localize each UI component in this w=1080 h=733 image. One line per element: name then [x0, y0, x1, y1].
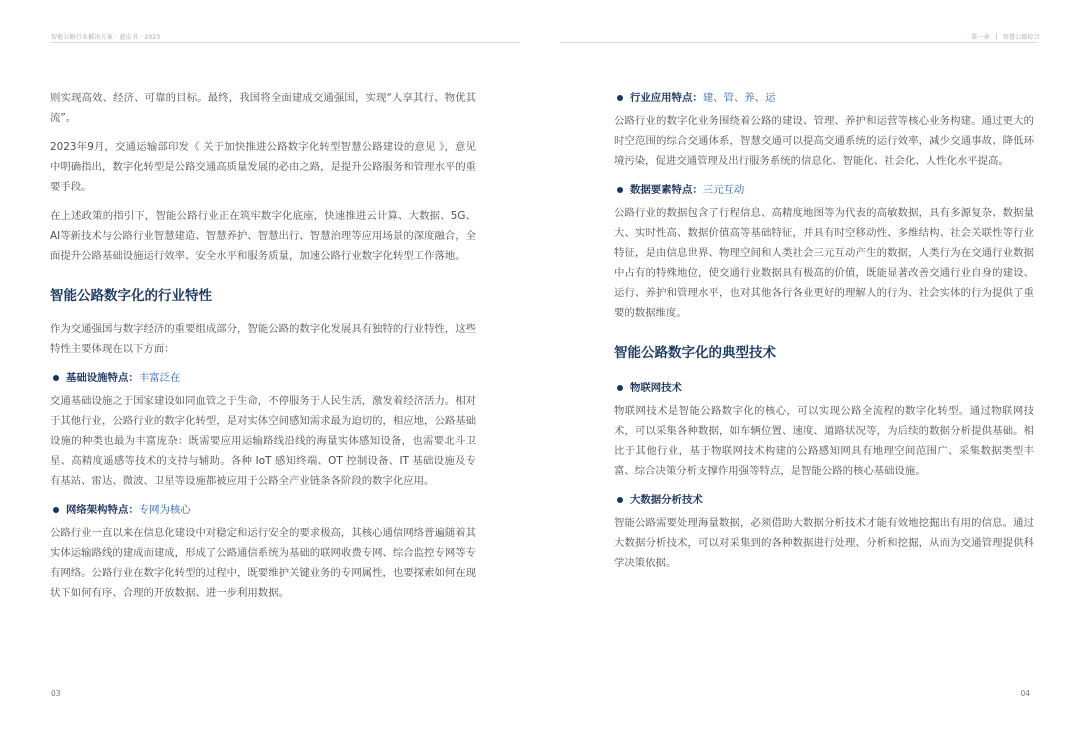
feature-title: 数据要素特点： [630, 184, 703, 196]
chapter-title: 智慧公路综合 [1002, 34, 1040, 41]
paragraph: 2023年9月，交通运输部印发《 关于加快推进公路数字化转型智慧公路建设的意见 》，意见中明确指出，数字化转型是公路交通高质量发展的必由之路，是提升公路服务和管理水平的重要手段。 [50, 141, 477, 193]
feature-title: 网络架构特点： [66, 504, 139, 516]
paragraph: 在上述政策的指引下，智能公路行业正在筑牢数字化底座，快速推进云计算、大数据、5G、AI等新技术与公路行业智慧建造、智慧养护、智慧出行、智慧治理等应用场景的深度融合，全面提升公路基础设施运行效率、安全水平和服务质量，加速公路行业数字化转型工作落地。 [50, 210, 476, 262]
technology-title: 物联网技术 [630, 382, 682, 394]
header-rule-left [50, 42, 520, 43]
bullet-dot-icon [617, 385, 623, 391]
running-header-left: 智能公路行业解决方案 · 蓝皮书 · 2023 [51, 34, 161, 41]
bullet-dot-icon [617, 497, 623, 503]
page-number-right: 04 [1020, 689, 1030, 698]
running-header-right [971, 32, 1040, 41]
bullet-dot-icon [617, 95, 623, 101]
technology-description: 物联网技术是智能公路数字化的核心，可以实现公路全流程的数字化转型。通过物联网技术，可以采集各种数据，如车辆位置、速度、道路状况等，为后续的数据分析提供基础。相比于其他行业，基于物联网技术构建的公路感知网具有地理空间范围广、采集数据类型丰富、综合决策分析支撑作用强等特点，是智能公路的核心基础设施。 [614, 405, 1034, 477]
technology-heading [614, 378, 1034, 398]
paragraph: 则实现高效、经济、可靠的目标。最终，我国将全面建成交通强国，实现“人享其行、物优其流”。 [50, 92, 476, 124]
feature-heading [50, 368, 476, 388]
feature-value: 丰富泛在 [138, 372, 181, 384]
technology-description: 智能公路需要处理海量数据，必须借助大数据分析技术才能有效地挖掘出有用的信息。通过大数据分析技术，可以对采集到的各种数据进行处理、分析和挖掘，从而为交通管理提供科学决策依据。 [614, 517, 1034, 569]
feature-value: 专网为核心 [138, 504, 191, 516]
section-title: 智能公路数字化的行业特性 [50, 288, 212, 304]
bullet-dot-icon [617, 187, 623, 193]
header-separator [996, 33, 997, 40]
feature-description: 公路行业一直以来在信息化建设中对稳定和运行安全的要求极高，其核心通信网络普遍随着其实体运输路线的建成而建成，形成了公路通信系统为基础的联网收费专网、综合监控专网等专有网络。公路行业在数字化转型的过程中，既要维护关键业务的专网属性，也要探索如何在现状下如何有序、合理的开放数据、进一步利用数据。 [50, 527, 477, 599]
chapter-label: 第一章 [971, 34, 990, 41]
right-page-column [614, 88, 1034, 573]
technology-heading [614, 490, 1034, 510]
feature-title: 基础设施特点： [66, 372, 139, 384]
feature-value: 三元互动 [702, 184, 745, 196]
section-intro: 作为交通强国与数字经济的重要组成部分，智能公路的数字化发展具有独特的行业特性，这些特性主要体现在以下方面： [50, 323, 477, 355]
left-page-column [50, 88, 476, 603]
feature-description: 公路行业的数字化业务围绕着公路的建设、管理、养护和运营等核心业务构建。通过更大的时空范围的综合交通体系，智慧交通可以提高交通系统的运行效率，减少交通事故、降低环境污染，促进交通管理及出行服务系统的信息化、智能化、社会化、人性化水平提高。 [614, 115, 1034, 167]
feature-heading [614, 88, 1034, 108]
bullet-dot-icon [53, 375, 59, 381]
bullet-dot-icon [53, 507, 59, 513]
feature-heading [614, 180, 1034, 200]
page-number-left: 03 [51, 689, 61, 698]
section-title: 智能公路数字化的典型技术 [614, 345, 776, 361]
header-rule-right [560, 42, 1038, 43]
feature-heading [50, 500, 476, 520]
feature-title: 行业应用特点： [630, 92, 703, 104]
feature-value: 建、管、养、运 [702, 92, 776, 104]
technology-title: 大数据分析技术 [630, 494, 703, 506]
feature-description: 公路行业的数据包含了行程信息、高精度地图等为代表的高敏数据，具有多源复杂、数据量大、实时性高、数据价值高等基础特征，并具有时空移动性、多维结构、社会关联性等行业特征，是由信息世界、物理空间和人类社会三元互动产生的数据，人类行为在交通行业数据中占有的特殊地位，使交通行业数据具有极高的价值，既能显著改善交通行业自身的建设、运行、养护和管理水平，也对其他各行各业更好的理解人的行为、社会实体的行为提供了重要的数据维度。 [614, 207, 1034, 319]
feature-description: 交通基础设施之于国家建设如同血管之于生命，不停服务于人民生活，激发着经济活力。相对于其他行业，公路行业的数字化转型，是对实体空间感知需求最为迫切的，相应地，公路基础设施的种类也最为丰富庞杂：既需要应用运输路线沿线的海量实体感知设备，也需要北斗卫星、高精度遥感等技术的支持与辅助。各种 IoT 感知终端、OT 控制设备、IT 基础设施及专有基站、雷达、微波、卫星等设施都被应用于公路全产业链条各阶段的数字化应用。 [50, 395, 477, 487]
